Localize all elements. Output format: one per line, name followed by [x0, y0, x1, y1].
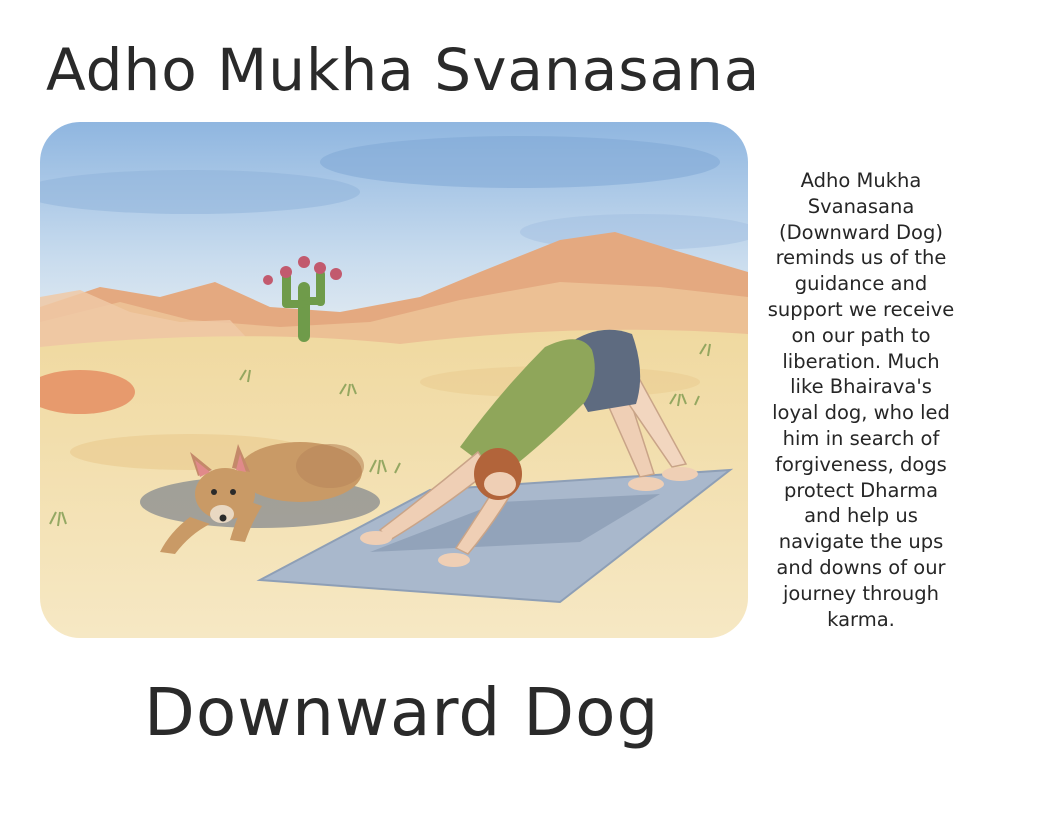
watercolor-illustration — [40, 122, 748, 638]
page-title: Adho Mukha Svanasana — [46, 36, 761, 104]
description-text: Adho Mukha Svanasana (Downward Dog) reminds us of the guidance and support we receive on our path to liberation. Much like Bhairava's loyal dog, who led him in search of forgiveness, dogs protect Dharma and help us navigate the ups and downs of our journey through karma. — [767, 169, 955, 631]
pose-english-name: Downward Dog — [144, 674, 660, 751]
